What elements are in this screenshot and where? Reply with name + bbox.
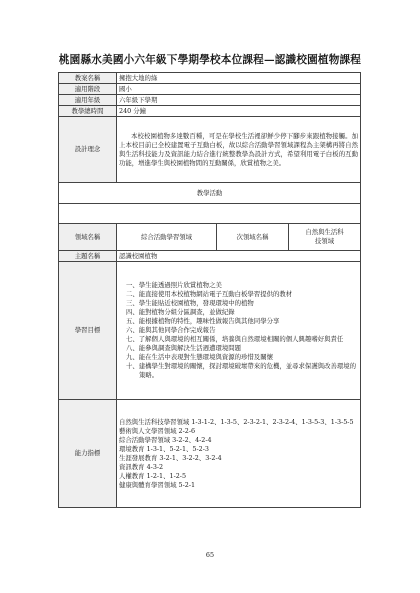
- goals-list: [117, 262, 361, 400]
- goal-item: 二、能直接使用本校植物網站電子互動白板學習提供的教材: [126, 290, 293, 298]
- document-title: 桃園縣水美國小六年級下學期學校本位課程—認識校園植物課程: [58, 54, 362, 66]
- ability-item: 健康與體育學習領域 5-2-1: [119, 480, 196, 489]
- course-name-value: 擁抱大地的綠: [117, 73, 361, 84]
- concept-row: [59, 117, 361, 183]
- time-value: 240 分鐘: [117, 106, 361, 117]
- abilities-list: [117, 400, 361, 508]
- ability-item: 資訊教育 4-3-2: [119, 462, 164, 471]
- concept-text: 本校校園植物多達數百種，可是在學校生活裡卻鮮少停下腳步來跟植物接觸。加上本校目前已全校建置電子互動白板，故以綜合活動學習領域課程為主架構再將自然與生活科技能力及資訊能力結合進行統整教學為設計方式，希望利用電子白板的互動功能，增進學生與校園植物間的互動關係，欣賞植物之美。: [117, 117, 361, 183]
- activity-heading: 教學活動: [59, 183, 361, 204]
- blank-cell: [59, 204, 361, 224]
- domain-value: 綜合活動學習領域: [117, 224, 217, 251]
- ability-item: 藝術與人文學習領域 2-2-6: [119, 426, 196, 435]
- goals-label: 學習目標: [59, 262, 117, 400]
- goal-item: 九、能在生活中表現對生態環境與資源的珍惜及關懷: [126, 353, 273, 361]
- stage-value: 國小: [117, 84, 361, 95]
- subdomain-value: [289, 224, 361, 251]
- goal-item: 十、建構學生對環境的關懷，探討環境破壞帶來的危機，並尋求保護與改善環境的策略。: [126, 362, 357, 379]
- theme-value: 認識校園植物: [117, 251, 361, 262]
- goal-item: 七、了解個人與環境的相互關係，培養與自然環境相關的個人興趣嗜好與責任: [126, 335, 344, 343]
- time-row: [59, 106, 361, 117]
- course-name-row: [59, 73, 361, 84]
- time-label: 教學總時間: [59, 106, 117, 117]
- abilities-label: 能力指標: [59, 400, 117, 508]
- goal-item: 三、學生能貼近校園植物，發現環境中的植物: [126, 299, 254, 307]
- goal-item: 五、能根據植物的特性，趣味性做報告與其他同學分享: [126, 317, 280, 325]
- grade-value: 六年級下學期: [117, 95, 361, 106]
- goals-row: [59, 262, 361, 400]
- subdomain-label: 次領域名稱: [217, 224, 289, 251]
- goal-item: 六、能與其他同學合作完成報告: [126, 326, 216, 334]
- lesson-plan-table: [58, 72, 361, 508]
- subdomain-value-line2: 技領域: [314, 237, 335, 245]
- stage-label: 適用階段: [59, 84, 117, 95]
- ability-item: 自然與生活科技學習領域 1-3-1-2、1-3-5、2-3-2-1、2-3-2-4、1-3-5-3、1-3-5-5: [119, 417, 354, 426]
- abilities-row: [59, 400, 361, 508]
- subdomain-value-line1: 自然與生活科: [305, 228, 344, 236]
- concept-label: 設計理念: [59, 117, 117, 183]
- theme-row: [59, 251, 361, 262]
- domain-label: 領域名稱: [59, 224, 117, 251]
- page-number: 65: [205, 551, 215, 559]
- activity-heading-row: [59, 183, 361, 204]
- goal-item: 一、學生能透過照片欣賞植物之美: [126, 281, 222, 289]
- goal-item: 八、能參與調查與解決生活週遭環境問題: [126, 344, 242, 352]
- domain-row: [59, 224, 361, 251]
- theme-label: 主題名稱: [59, 251, 117, 262]
- ability-item: 環境教育 1-3-1、5-2-1、5-2-3: [119, 444, 209, 453]
- goal-item: 四、能對植物分組分區調查，並做紀錄: [126, 308, 235, 316]
- spacer-row: [59, 204, 361, 224]
- course-name-label: 教案名稱: [59, 73, 117, 84]
- ability-item: 綜合活動學習領域 3-2-2、4-2-4: [119, 435, 212, 444]
- ability-item: 人權教育 1-2-1、1-2-5: [119, 471, 187, 480]
- stage-row: [59, 84, 361, 95]
- ability-item: 生涯發展教育 3-2-1、3-2-2、3-2-4: [119, 453, 222, 462]
- grade-label: 適用年級: [59, 95, 117, 106]
- grade-row: [59, 95, 361, 106]
